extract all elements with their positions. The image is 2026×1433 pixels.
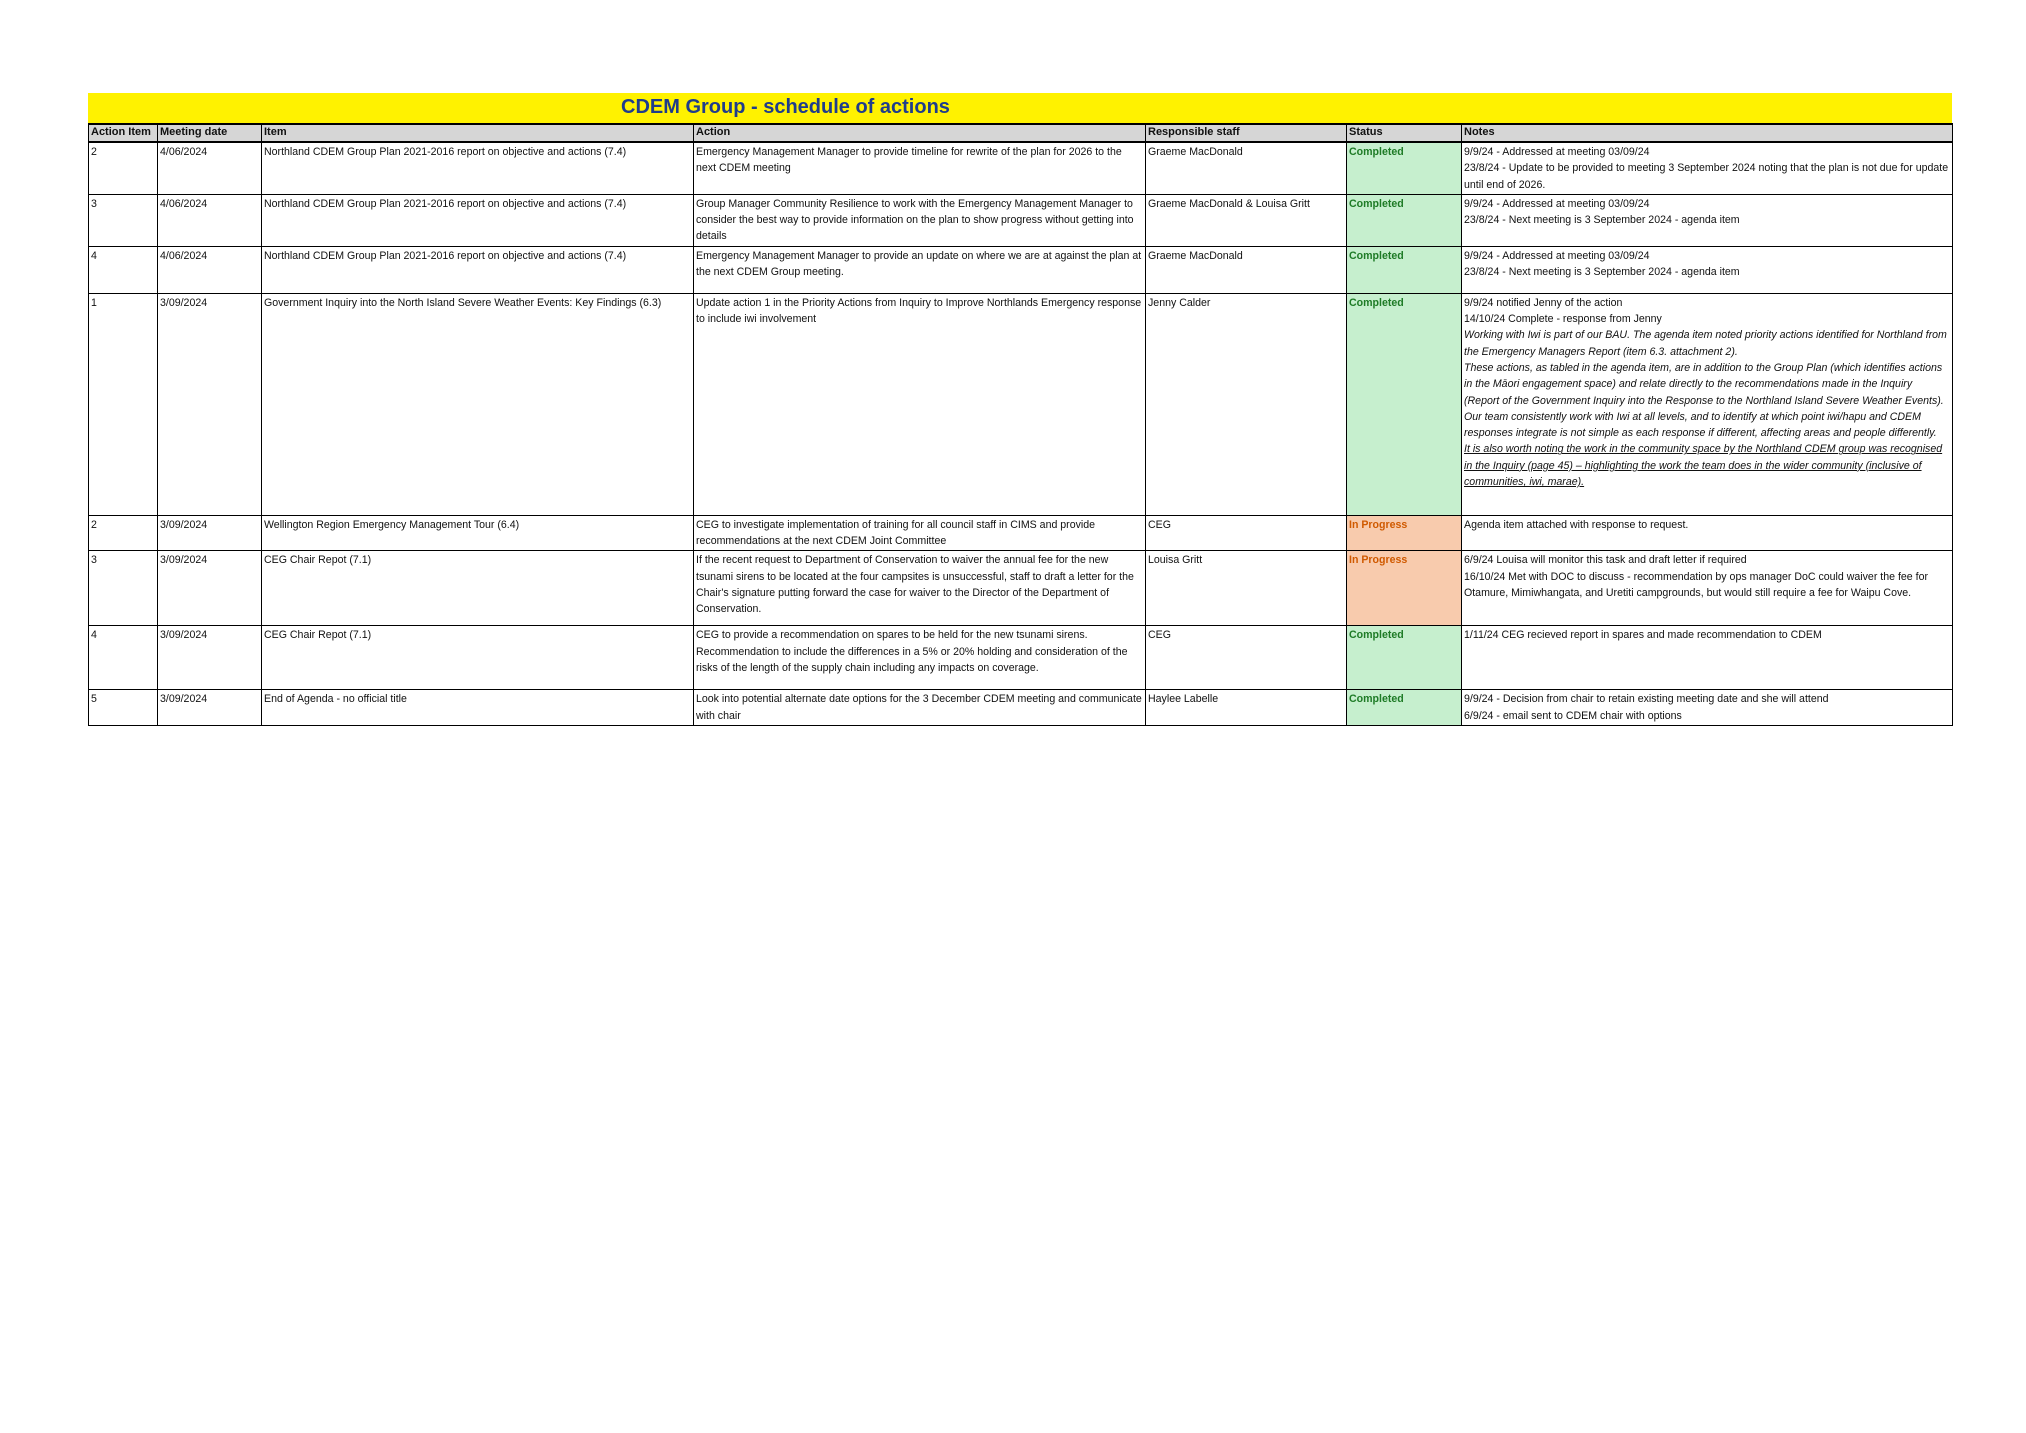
notes-cell: [1462, 515, 1953, 551]
column-header-item: Item: [262, 124, 694, 142]
table-body: [89, 142, 1953, 725]
note-line: 9/9/24 - Addressed at meeting 03/09/24: [1464, 146, 1650, 158]
responsible-staff-cell: CEG: [1146, 515, 1347, 551]
notes-cell: [1462, 690, 1953, 726]
action-cell: CEG to provide a recommendation on spares to be held for the new tsunami sirens. Recommendation to include the differences in a 5% or 20% holding and consideration of the risks of the length of the supply chain including any impacts on coverage.: [694, 626, 1146, 690]
action-item-cell: 2: [89, 515, 158, 551]
actions-table: [88, 123, 1953, 726]
meeting-date-cell: 4/06/2024: [158, 194, 262, 246]
note-line: 9/9/24 - Addressed at meeting 03/09/24: [1464, 249, 1650, 262]
responsible-staff-cell: Graeme MacDonald: [1146, 142, 1347, 194]
table-row: [89, 626, 1953, 690]
item-cell: Government Inquiry into the North Island Severe Weather Events: Key Findings (6.3): [262, 293, 694, 515]
note-line: Working with Iwi is part of our BAU. The agenda item noted priority actions identified for Northland from the Emergency Managers Report (item 6.3. attachment 2).: [1464, 329, 1947, 358]
meeting-date-cell: 4/06/2024: [158, 142, 262, 194]
note-line: 9/9/24 - Addressed at meeting 03/09/24: [1464, 197, 1650, 210]
action-schedule-sheet: [88, 93, 1952, 726]
responsible-staff-cell: Graeme MacDonald & Louisa Gritt: [1146, 194, 1347, 246]
meeting-date-cell: 4/06/2024: [158, 246, 262, 293]
action-item-cell: 1: [89, 293, 158, 515]
notes-cell: [1462, 293, 1953, 515]
action-item-cell: 2: [89, 142, 158, 194]
column-header-status: Status: [1347, 124, 1462, 142]
column-header-action-item: Action Item: [89, 124, 158, 142]
status-cell: Completed: [1347, 690, 1462, 726]
notes-cell: [1462, 551, 1953, 626]
table-row: [89, 194, 1953, 246]
table-row: [89, 551, 1953, 626]
column-header-notes: Notes: [1462, 124, 1953, 142]
note-line: 16/10/24 Met with DOC to discuss - recommendation by ops manager DoC could waiver the fee for Otamure, Mimiwhangata, and Uretiti campgrounds, but would still require a fee for Waipu Cove.: [1464, 570, 1928, 599]
table-row: [89, 293, 1953, 515]
notes-cell: [1462, 626, 1953, 690]
note-line: These actions, as tabled in the agenda item, are in addition to the Group Plan (which identifies actions in the Māori engagement space) and relate directly to the recommendations made in the Inquiry (Report of the Government Inquiry into the Response to the Northland Island Severe Weather Events).: [1464, 361, 1944, 407]
note-line: 6/9/24 Louisa will monitor this task and draft letter if required: [1464, 554, 1747, 567]
column-header-action: Action: [694, 124, 1146, 142]
header-row: [89, 124, 1953, 142]
status-cell: Completed: [1347, 626, 1462, 690]
note-line: Agenda item attached with response to request.: [1464, 518, 1689, 531]
meeting-date-cell: 3/09/2024: [158, 626, 262, 690]
table-row: [89, 515, 1953, 551]
responsible-staff-cell: Haylee Labelle: [1146, 690, 1347, 726]
status-cell: Completed: [1347, 142, 1462, 194]
item-cell: Northland CDEM Group Plan 2021-2016 report on objective and actions (7.4): [262, 246, 694, 293]
item-cell: Northland CDEM Group Plan 2021-2016 report on objective and actions (7.4): [262, 194, 694, 246]
action-cell: Emergency Management Manager to provide an update on where we are at against the plan at the next CDEM Group meeting.: [694, 246, 1146, 293]
action-cell: Update action 1 in the Priority Actions from Inquiry to Improve Northlands Emergency response to include iwi involvement: [694, 293, 1146, 515]
action-cell: CEG to investigate implementation of training for all council staff in CIMS and provide recommendations at the next CDEM Joint Committee: [694, 515, 1146, 551]
notes-cell: [1462, 194, 1953, 246]
item-cell: Wellington Region Emergency Management Tour (6.4): [262, 515, 694, 551]
note-line: 23/8/24 - Next meeting is 3 September 2024 - agenda item: [1464, 214, 1740, 227]
item-cell: CEG Chair Repot (7.1): [262, 551, 694, 626]
column-header-meeting-date: Meeting date: [158, 124, 262, 142]
note-line: Our team consistently work with Iwi at all levels, and to identify at which point iwi/hapu and CDEM responses integrate is not simple as each response if different, affecting areas and people differently.: [1464, 410, 1937, 440]
note-line: It is also worth noting the work in the community space by the Northland CDEM group was recognised in the Inquiry (page 45) – highlighting the work the team does in the wider community (inclusive of communities, iwi, marae).: [1464, 443, 1943, 489]
notes-cell: [1462, 246, 1953, 293]
status-cell: In Progress: [1347, 515, 1462, 551]
action-cell: If the recent request to Department of Conservation to waiver the annual fee for the new tsunami sirens to be located at the four campsites is unsuccessful, staff to draft a letter for the Chair's signature putting forward the case for waiver to the Director of the Department of Conservation.: [694, 551, 1146, 626]
responsible-staff-cell: Louisa Gritt: [1146, 551, 1347, 626]
action-item-cell: 5: [89, 690, 158, 726]
item-cell: CEG Chair Repot (7.1): [262, 626, 694, 690]
action-cell: Look into potential alternate date options for the 3 December CDEM meeting and communicate with chair: [694, 690, 1146, 726]
page-title: CDEM Group - schedule of actions: [621, 96, 950, 118]
note-line: 14/10/24 Complete - response from Jenny: [1464, 313, 1662, 326]
table-row: [89, 246, 1953, 293]
meeting-date-cell: 3/09/2024: [158, 690, 262, 726]
meeting-date-cell: 3/09/2024: [158, 515, 262, 551]
status-cell: Completed: [1347, 194, 1462, 246]
status-cell: Completed: [1347, 246, 1462, 293]
note-line: 9/9/24 notified Jenny of the action: [1464, 296, 1623, 309]
action-item-cell: 3: [89, 551, 158, 626]
note-line: 1/11/24 CEG recieved report in spares and made recommendation to CDEM: [1464, 629, 1822, 642]
action-item-cell: 4: [89, 246, 158, 293]
item-cell: End of Agenda - no official title: [262, 690, 694, 726]
action-cell: Emergency Management Manager to provide timeline for rewrite of the plan for 2026 to the next CDEM meeting: [694, 142, 1146, 194]
responsible-staff-cell: CEG: [1146, 626, 1347, 690]
responsible-staff-cell: Graeme MacDonald: [1146, 246, 1347, 293]
title-bar: [88, 93, 1952, 123]
action-cell: Group Manager Community Resilience to work with the Emergency Management Manager to consider the best way to provide information on the plan to show progress without getting into details: [694, 194, 1146, 246]
note-line: 23/8/24 - Update to be provided to meeting 3 September 2024 noting that the plan is not due for update until end of 2026.: [1464, 162, 1949, 191]
meeting-date-cell: 3/09/2024: [158, 293, 262, 515]
notes-cell: [1462, 142, 1953, 194]
note-line: 23/8/24 - Next meeting is 3 September 2024 - agenda item: [1464, 266, 1740, 279]
status-cell: In Progress: [1347, 551, 1462, 626]
action-item-cell: 3: [89, 194, 158, 246]
note-line: 6/9/24 - email sent to CDEM chair with options: [1464, 709, 1682, 722]
table-row: [89, 690, 1953, 726]
column-header-responsible-staff: Responsible staff: [1146, 124, 1347, 142]
responsible-staff-cell: Jenny Calder: [1146, 293, 1347, 515]
table-row: [89, 142, 1953, 194]
note-line: 9/9/24 - Decision from chair to retain existing meeting date and she will attend: [1464, 693, 1829, 706]
meeting-date-cell: 3/09/2024: [158, 551, 262, 626]
status-cell: Completed: [1347, 293, 1462, 515]
action-item-cell: 4: [89, 626, 158, 690]
item-cell: Northland CDEM Group Plan 2021-2016 report on objective and actions (7.4): [262, 142, 694, 194]
